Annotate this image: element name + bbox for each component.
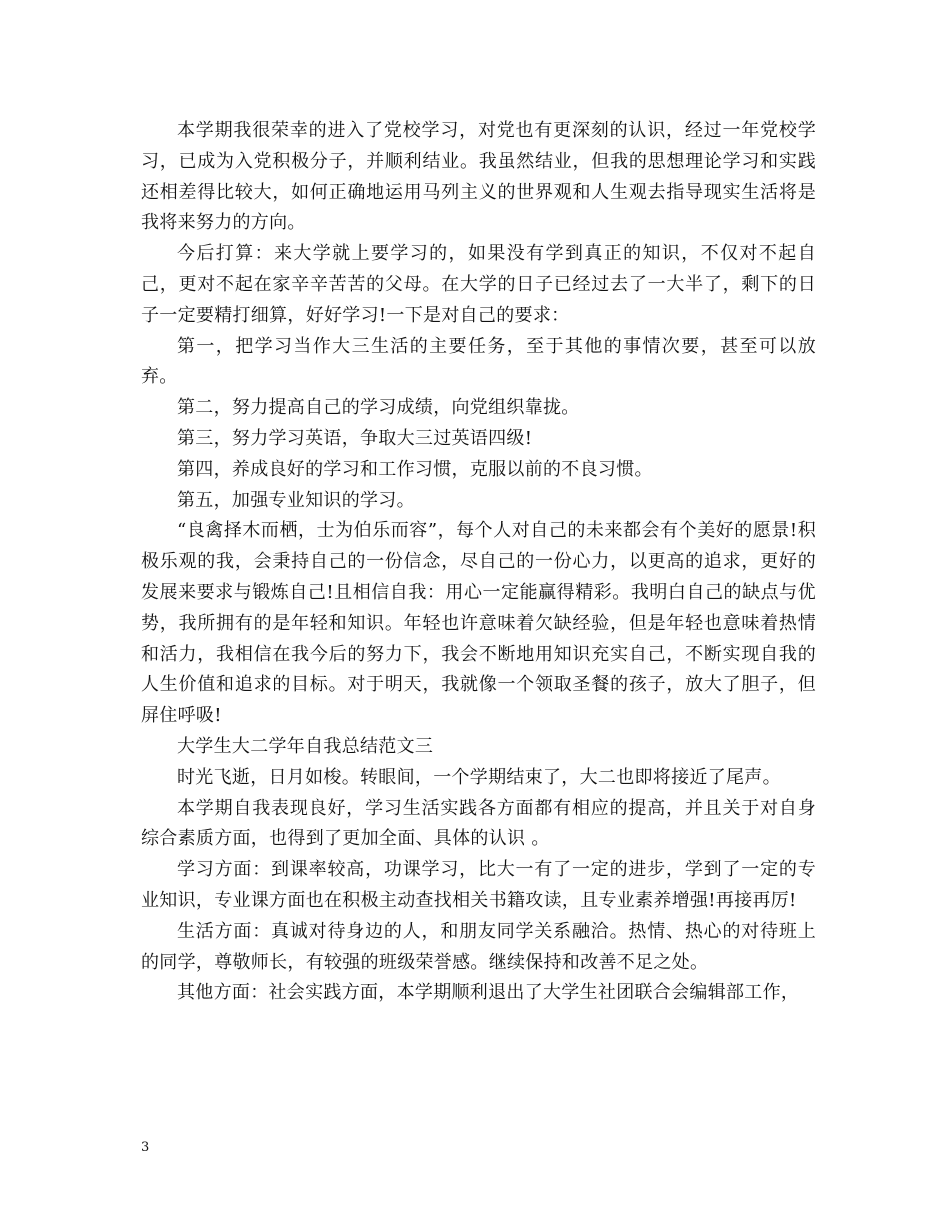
section-heading: 大学生大二学年自我总结范文三 xyxy=(177,735,434,757)
paragraph-5: 第三，努力学习英语，争取大三过英语四级! xyxy=(177,427,533,449)
paragraph-13: 生活方面：真诚对待身边的人，和朋友同学关系融洽。热情、热心的对待班上的同学，尊敬师长，有较强的班级荣誉感。继续保持和改善不足之处。 xyxy=(141,920,816,973)
paragraph-11: 本学期自我表现良好，学习生活实践各方面都有相应的提高，并且关于对自身综合素质方面，也得到了更加全面、具体的认识 。 xyxy=(141,797,816,850)
paragraph-4: 第二，努力提高自己的学习成绩，向党组织靠拢。 xyxy=(177,397,580,419)
paragraph-3: 第一，把学习当作大三生活的主要任务，至于其他的事情次要，甚至可以放弃。 xyxy=(141,335,816,388)
paragraph-14: 其他方面：社会实践方面，本学期顺利退出了大学生社团联合会编辑部工作， xyxy=(177,982,800,1004)
paragraph-10: 时光飞逝，日月如梭。转眼间，一个学期结束了，大二也即将接近了尾声。 xyxy=(177,766,781,788)
paragraph-1: 本学期我很荣幸的进入了党校学习，对党也有更深刻的认识，经过一年党校学习，已成为入党积极分子，并顺利结业。我虽然结业，但我的思想理论学习和实践还相差得比较大，如何正确地运用马列主义的世界观和人生观去指导现实生活将是我将来努力的方向。 xyxy=(141,120,816,234)
paragraph-6: 第四，养成良好的学习和工作习惯，克服以前的不良习惯。 xyxy=(177,458,653,480)
document-body xyxy=(141,116,816,1009)
page-number: 3 xyxy=(141,1140,150,1155)
paragraph-2: 今后打算：来大学就上要学习的，如果没有学到真正的知识，不仅对不起自己，更对不起在家辛辛苦苦的父母。在大学的日子已经过去了一大半了，剩下的日子一定要精打细算，好好学习!一下是对自己的要求： xyxy=(141,243,816,326)
paragraph-12: 学习方面：到课率较高，功课学习，比大一有了一定的进步，学到了一定的专业知识，专业课方面也在积极主动查找相关书籍攻读，且专业素养增强!再接再厉! xyxy=(141,859,816,911)
paragraph-7: 第五，加强专业知识的学习。 xyxy=(177,489,415,511)
paragraph-8: “良禽择木而栖，士为伯乐而容”，每个人对自己的未来都会有个美好的愿景!积极乐观的我，会秉持自己的一份信念，尽自己的一份心力，以更高的追求，更好的发展来要求与锻炼自己!且相信自我：用心一定能赢得精彩。我明白自己的缺点与优势，我所拥有的是年轻和知识。年轻也许意味着欠缺经验，但是年轻也意味着热情和活力，我相信在我今后的努力下，我会不断地用知识充实自己，不断实现自我的人生价值和追求的目标。对于明天，我就像一个领取圣餐的孩子，放大了胆子，但屏住呼吸! xyxy=(141,520,816,727)
